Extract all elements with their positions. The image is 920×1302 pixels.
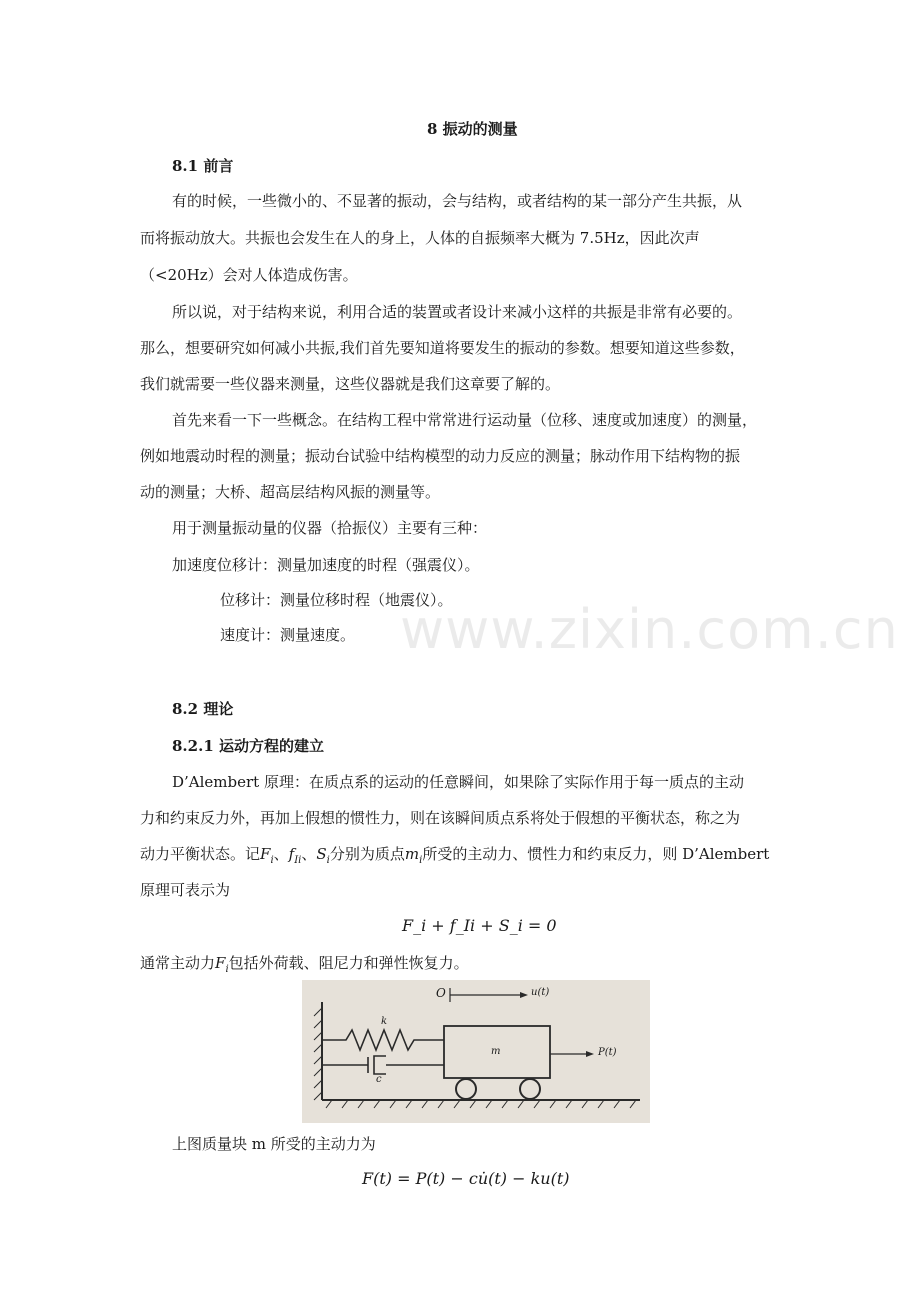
watermark: www.zixin.com.cn (400, 598, 899, 661)
subscript-i: i (270, 855, 274, 866)
paragraph-line-with-symbols (140, 953, 469, 980)
displacement-label: u(t) (531, 987, 550, 998)
equation-force: F(t) = P(t) − cu̇(t) − ku(t) (362, 1169, 570, 1188)
paragraph-line: 而将振动放大。共振也会发生在人的身上，人体的自振频率大概为 7.5Hz，因此次声 (140, 229, 700, 247)
paragraph-line: 上图质量块 m 所受的主动力为 (172, 1135, 376, 1153)
damper-label: c (376, 1074, 382, 1085)
paragraph-line: 用于测量振动量的仪器（拾振仪）主要有三种： (172, 519, 488, 537)
equation-dalembert: F_i + f_Ii + S_i = 0 (402, 916, 557, 935)
symbol-f: f (288, 845, 295, 863)
paragraph-line: 例如地震动时程的测量；振动台试验中结构模型的动力反应的测量；脉动作用下结构物的振 (140, 447, 741, 465)
instrument-item: 加速度位移计：测量加速度的时程（强震仪）。 (172, 556, 480, 574)
symbol-F: F (215, 954, 226, 972)
paragraph-line: 有的时候，一些微小的、不显著的振动，会与结构，或者结构的某一部分产生共振，从 (172, 192, 743, 210)
page-title: 8 振动的测量 (427, 120, 518, 138)
text-run: 所受的主动力、惯性力和约束反力，则 D’Alembert (422, 845, 770, 863)
text-run: 包括外荷载、阻尼力和弹性恢复力。 (228, 954, 469, 972)
origin-label: O (436, 986, 446, 1000)
subscript-i: i (326, 855, 330, 866)
text-run: 动力平衡状态。记 (140, 845, 261, 863)
text-run: 分别为质点 (329, 845, 405, 863)
paragraph-line: 我们就需要一些仪器来测量，这些仪器就是我们这章要了解的。 (140, 375, 561, 393)
section-heading-8-1: 8.1 前言 (172, 157, 234, 175)
paragraph-line: 动的测量；大桥、超高层结构风振的测量等。 (140, 483, 441, 501)
paragraph-line: D’Alembert 原理：在质点系的运动的任意瞬间，如果除了实际作用于每一质点的主动 (172, 773, 744, 791)
spring-label: k (381, 1016, 388, 1027)
paragraph-line: 那么，想要研究如何减小共振,我们首先要知道将要发生的振动的参数。想要知道这些参数， (140, 339, 745, 357)
paragraph-line: （<20Hz）会对人体造成伤害。 (140, 266, 358, 284)
paragraph-line-with-symbols (140, 844, 769, 871)
text-run: 通常主动力 (140, 954, 216, 972)
symbol-F: F (260, 845, 271, 863)
mass-label: m (491, 1046, 501, 1057)
symbol-m: m (404, 845, 420, 863)
subscript-Ii: Ii (294, 855, 302, 866)
subscript-i: i (225, 964, 229, 975)
subsection-heading-8-2-1: 8.2.1 运动方程的建立 (172, 737, 324, 755)
instrument-item: 速度计：测量速度。 (220, 626, 356, 644)
paragraph-line: 所以说，对于结构来说，利用合适的装置或者设计来减小这样的共振是非常有必要的。 (172, 303, 743, 321)
instrument-item: 位移计：测量位移时程（地震仪）。 (220, 591, 453, 609)
symbol-S: S (316, 845, 327, 863)
paragraph-line: 原理可表示为 (140, 881, 231, 899)
separator: 、 (273, 845, 289, 863)
spring-mass-damper-figure (302, 980, 650, 1123)
force-label: P(t) (598, 1047, 617, 1058)
subscript-i: i (419, 855, 423, 866)
paragraph-line: 首先来看一下一些概念。在结构工程中常常进行运动量（位移、速度或加速度）的测量， (172, 411, 758, 429)
separator: 、 (301, 845, 317, 863)
section-heading-8-2: 8.2 理论 (172, 700, 234, 718)
paragraph-line: 力和约束反力外，再加上假想的惯性力，则在该瞬间质点系将处于假想的平衡状态，称之为 (140, 809, 741, 827)
